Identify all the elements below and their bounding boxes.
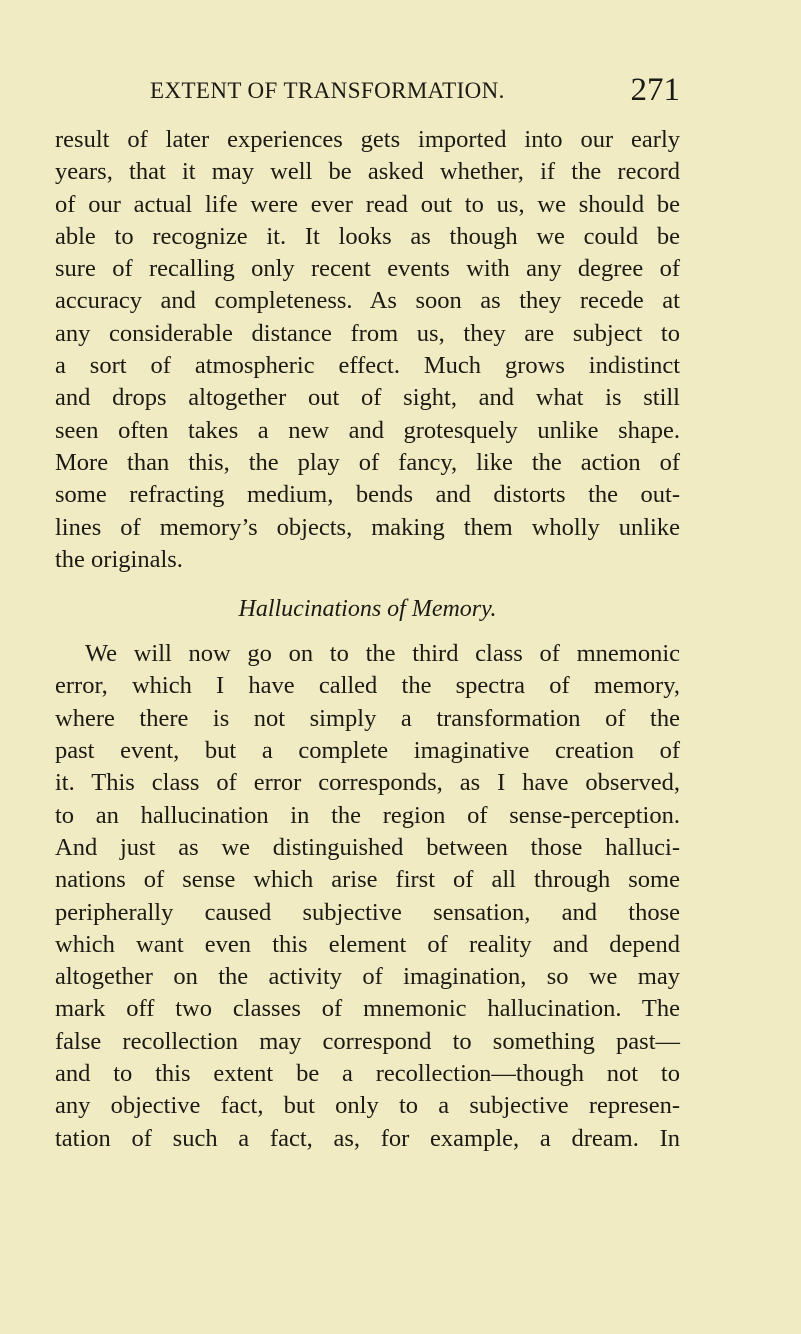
text-line: mark off two classes of mnemonic hallucination. The [55,995,680,1023]
text-line: result of later experiences gets imported into our early [55,126,680,153]
page-number: 271 [630,72,680,108]
running-head [150,72,680,112]
text-line: sure of recalling only recent events with any degree of [55,255,680,283]
text-line: and drops altogether out of sight, and what is still [55,384,680,412]
paragraph-continued [55,124,680,576]
text-line: And just as we distinguished between those halluci- [55,833,680,861]
paragraph [55,638,680,1155]
text-line: where there is not simply a transformation of the [55,704,680,732]
text-line: the originals. [55,545,183,573]
text-line: and to this extent be a recollection—though not to [55,1060,680,1088]
text-line: tation of such a fact, as, for example, a dream. In [55,1124,680,1152]
text-line: any objective fact, but only to a subjective represen- [55,1092,680,1120]
text-line: More than this, the play of fancy, like the action of [55,448,680,476]
text-line: past event, but a complete imaginative creation of [55,737,680,765]
section-heading: Hallucinations of Memory. [238,596,497,623]
body-text [55,124,680,1155]
text-line: which want even this element of reality and depend [55,930,680,958]
text-line: accuracy and completeness. As soon as they recede at [55,287,680,315]
text-line: We will now go on to the third class of mnemonic [85,640,680,668]
text-line: peripherally caused subjective sensation, and those [55,898,680,926]
text-line: of our actual life were ever read out to us, we should be [55,190,680,218]
text-line: altogether on the activity of imagination, so we may [55,963,680,991]
text-line: some refracting medium, bends and distorts the out- [55,481,680,509]
text-line: nations of sense which arise first of all through some [55,866,680,894]
text-line: a sort of atmospheric effect. Much grows indistinct [55,352,680,380]
text-line: years, that it may well be asked whether, if the record [55,158,680,186]
text-line: it. This class of error corresponds, as I have observed, [55,769,680,797]
text-line: to an hallucination in the region of sense-perception. [55,801,680,829]
text-line: able to recognize it. It looks as though we could be [55,222,680,250]
text-line: error, which I have called the spectra of memory, [55,672,680,700]
text-line: seen often takes a new and grotesquely unlike shape. [55,416,680,444]
text-line: false recollection may correspond to something past— [55,1027,680,1055]
text-line: any considerable distance from us, they are subject to [55,319,680,347]
running-title: EXTENT OF TRANSFORMATION. [150,78,505,103]
text-line: lines of memory’s objects, making them wholly unlike [55,513,680,541]
